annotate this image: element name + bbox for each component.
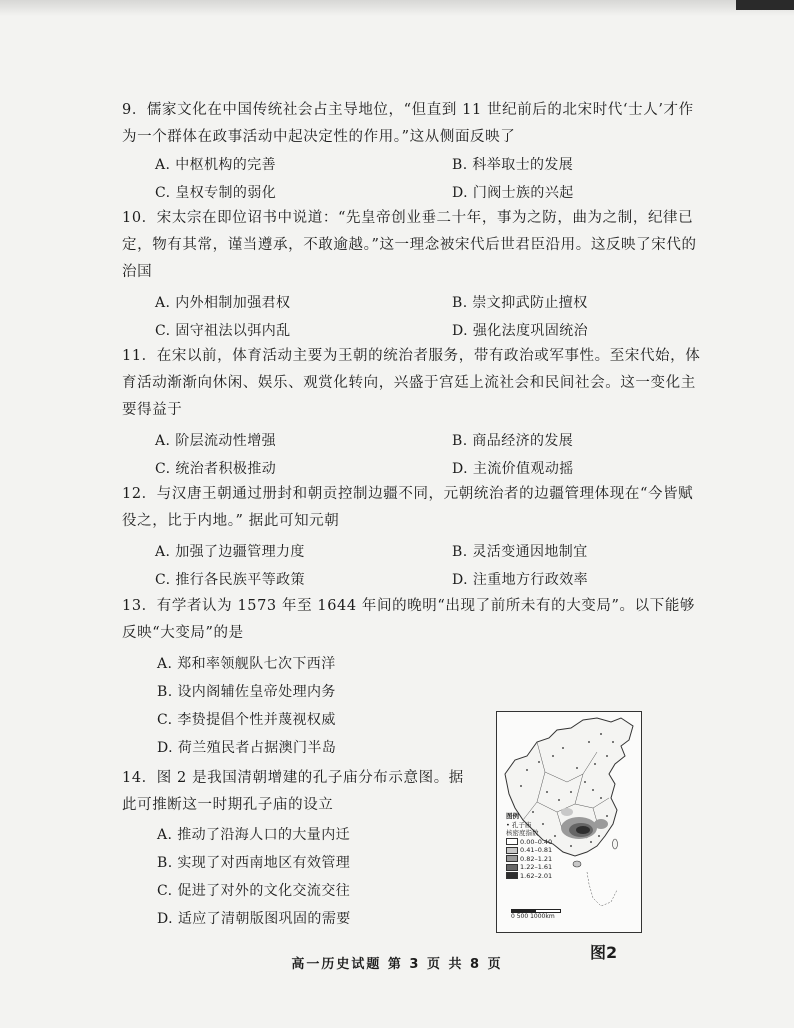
figure-caption: 图2	[590, 943, 618, 962]
question-11-option-d: D. 主流价值观动摇	[452, 461, 574, 477]
question-9-option-b: B. 科举取士的发展	[452, 157, 574, 173]
legend-class-row	[506, 872, 552, 881]
question-13-option-b: B. 设内阁辅佐皇帝处理内务	[157, 684, 336, 700]
question-10-option-c: C. 固守祖法以弭内乱	[155, 323, 291, 339]
scale-label: 0 500 1000km	[511, 913, 555, 920]
legend-class-label: 0.82–1.21	[520, 854, 553, 863]
question-10-option-b: B. 崇文抑武防止擅权	[452, 295, 588, 311]
question-14-option-c: C. 促进了对外的文化交流交往	[157, 883, 351, 899]
legend-class-label: 0.00–0.40	[520, 837, 553, 846]
question-12-option-b: B. 灵活变通因地制宜	[452, 544, 588, 560]
legend-class-label: 0.41–0.81	[520, 846, 553, 854]
scan-corner	[736, 0, 794, 10]
legend-swatch	[506, 847, 518, 854]
question-13-option-a: A. 郑和率领舰队七次下西洋	[157, 656, 336, 672]
question-10-option-a: A. 内外相制加强君权	[155, 295, 291, 311]
question-10-stem: 10．宋太宗在即位诏书中说道：“先皇帝创业垂二十年，事为之防，曲为之制，纪律已定，物有其常，谨当遵承，不敢逾越。”这一理念被宋代后世君臣沿用。这反映了宋代的治国	[122, 210, 697, 280]
question-13-stem: 13．有学者认为 1573 年至 1644 年间的晚明“出现了前所未有的大变局”。以下能够反映“大变局”的是	[122, 598, 696, 641]
question-11-option-a: A. 阶层流动性增强	[155, 433, 277, 449]
question-10-option-d: D. 强化法度巩固统治	[452, 323, 589, 339]
question-13-option-d: D. 荷兰殖民者占据澳门半岛	[157, 740, 337, 756]
question-11-option-b: B. 商品经济的发展	[452, 433, 574, 449]
question-9-option-a: A. 中枢机构的完善	[155, 157, 277, 173]
legend-class-label: 1.22–1.61	[520, 863, 553, 871]
question-9-option-c: C. 皇权专制的弱化	[155, 185, 277, 201]
question-14-stem: 14．图 2 是我国清朝增建的孔子庙分布示意图。据此可推断这一时期孔子庙的设立	[122, 770, 464, 813]
question-9-option-d: D. 门阀士族的兴起	[452, 185, 574, 201]
question-12-option-a: A. 加强了边疆管理力度	[155, 544, 305, 560]
question-11-stem: 11．在宋以前，体育活动主要为王朝的统治者服务，带有政治或军事性。至宋代始，体育活动渐渐向休闲、娱乐、观赏化转向，兴盛于宫廷上流社会和民间社会。这一变化主要得益于	[122, 348, 701, 418]
question-12-option-c: C. 推行各民族平等政策	[155, 572, 305, 588]
legend-swatch	[506, 872, 518, 879]
legend-density-title: 核密度指数	[506, 829, 539, 837]
question-14-option-d: D. 适应了清朝版图巩固的需要	[157, 911, 351, 927]
question-14-option-b: B. 实现了对西南地区有效管理	[157, 855, 351, 871]
legend-class-row	[506, 863, 552, 872]
legend-swatch	[506, 864, 518, 871]
page-footer: 高一历史试题 第 3 页 共 8 页	[291, 957, 503, 972]
map-scale-bar	[511, 909, 561, 920]
legend-class-row	[506, 838, 552, 847]
legend-swatch	[506, 838, 518, 845]
question-12-option-d: D. 注重地方行政效率	[452, 572, 589, 588]
legend-class-row	[506, 846, 552, 855]
map-legend	[506, 812, 552, 880]
question-13-option-c: C. 李贽提倡个性并蔑视权威	[157, 712, 336, 728]
question-14-option-a: A. 推动了沿海人口的大量内迁	[157, 827, 351, 843]
scan-edge	[0, 0, 794, 16]
legend-title: 图例	[506, 812, 519, 820]
legend-temple-point: • 孔子庙	[506, 820, 532, 829]
confucius-temple-map	[496, 711, 642, 933]
question-11-option-c: C. 统治者积极推动	[155, 461, 277, 477]
question-9-stem: 9．儒家文化在中国传统社会占主导地位，“但直到 11 世纪前后的北宋时代‘士人’才作为一个群体在政事活动中起决定性的作用。”这从侧面反映了	[122, 102, 694, 145]
legend-class-row	[506, 855, 552, 864]
legend-class-label: 1.62–2.01	[520, 871, 553, 880]
question-12-stem: 12．与汉唐王朝通过册封和朝贡控制边疆不同，元朝统治者的边疆管理体现在“今皆赋役之，比于内地。” 据此可知元朝	[122, 486, 694, 529]
legend-swatch	[506, 855, 518, 862]
